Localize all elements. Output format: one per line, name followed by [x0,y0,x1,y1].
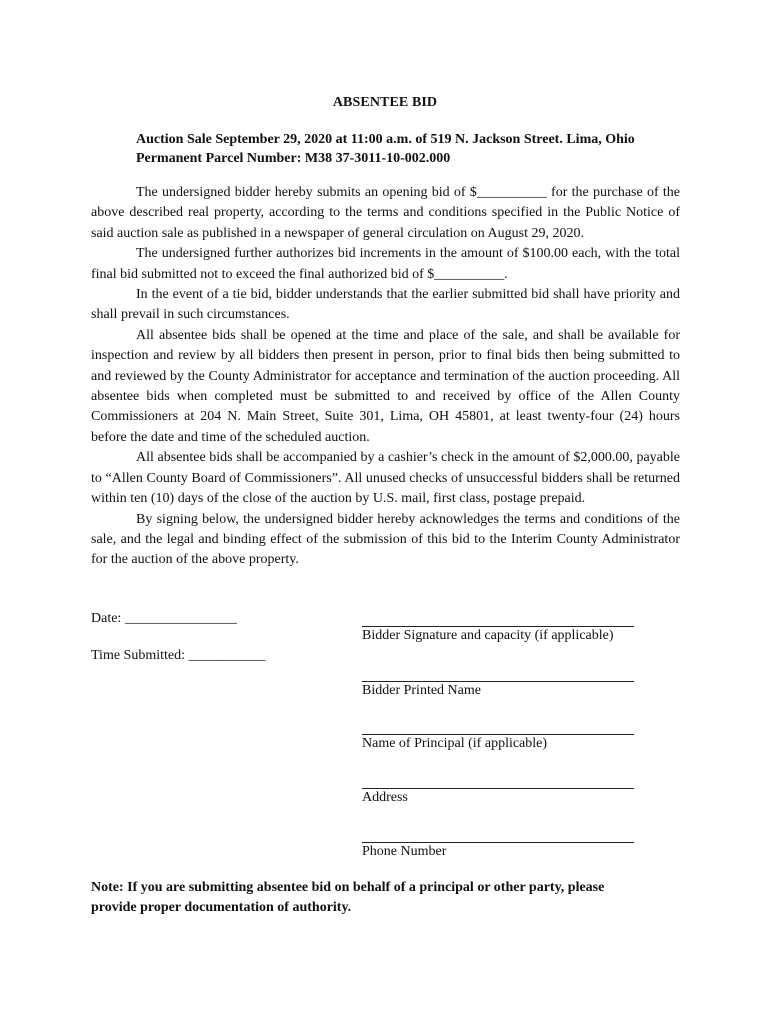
terms-paragraph-opening-review: All absentee bids shall be opened at the time and place of the sale, and shall be available for inspection and review by all bidders then present in person, prior to final bids then being submitted to and reviewed by the County Administrator for acceptance and termination of the auction proceeding. All absentee bids when completed must be submitted to and received by office of the Allen County Commissioners at 204 N. Main Street, Suite 301, Lima, OH 45801, at least twenty-four (24) hours before the date and time of the scheduled auction. [91,327,680,445]
terms-paragraph-increments: The undersigned further authorizes bid increments in the amount of $100.00 each, with the total final bid submitted not to exceed the final authorized bid of $__________. [91,246,680,282]
phone-number-line [362,842,634,843]
phone-number-label: Phone Number [362,844,447,859]
auction-heading [136,130,635,168]
terms-paragraph-cashiers-check: All absentee bids shall be accompanied by a cashier’s check in the amount of $2,000.00, payable to “Allen County Board of Commissioners”. All unused checks of unsuccessful bidders shall be returned within ten (10) days of the close of the auction by U.S. mail, first class, postage prepaid. [91,450,680,507]
address-line [362,788,634,789]
terms-paragraph-acknowledgement: By signing below, the undersigned bidder hereby acknowledges the terms and conditions of the sale, and the legal and binding effect of the submission of this bid to the Interim County Administrator for the auction of the above property. [91,511,680,568]
date-field: Date: ________________ [91,611,237,626]
auction-heading-line-2: Permanent Parcel Number: M38 37-3011-10-002.000 [136,151,451,166]
authority-note-line-1: Note: If you are submitting absentee bid on behalf of a principal or other party, please [91,880,605,895]
address-label: Address [362,790,408,805]
terms-body [91,183,680,571]
bidder-printed-name-label: Bidder Printed Name [362,683,481,698]
authority-note [91,878,680,918]
time-submitted-field: Time Submitted: ___________ [91,648,266,663]
auction-heading-line-1: Auction Sale September 29, 2020 at 11:00 a.m. of 519 N. Jackson Street. Lima, Ohio [136,132,635,147]
authority-note-line-2: provide proper documentation of authority. [91,900,352,915]
terms-paragraph-opening-bid: The undersigned bidder hereby submits an opening bid of $__________ for the purchase of the above described real property, according to the terms and conditions specified in the Public Notice of said auction sale as published in a newspaper of general circulation on August 29, 2020. [91,185,680,241]
bidder-signature-label: Bidder Signature and capacity (if applicable) [362,628,614,643]
terms-paragraph-tie-bid: In the event of a tie bid, bidder understands that the earlier submitted bid shall have priority and shall prevail in such circumstances. [91,287,680,323]
principal-name-line [362,734,634,735]
document-title: ABSENTEE BID [332,95,438,110]
printed-name-line [362,681,634,682]
signature-line [362,626,634,627]
principal-name-label: Name of Principal (if applicable) [362,736,548,751]
